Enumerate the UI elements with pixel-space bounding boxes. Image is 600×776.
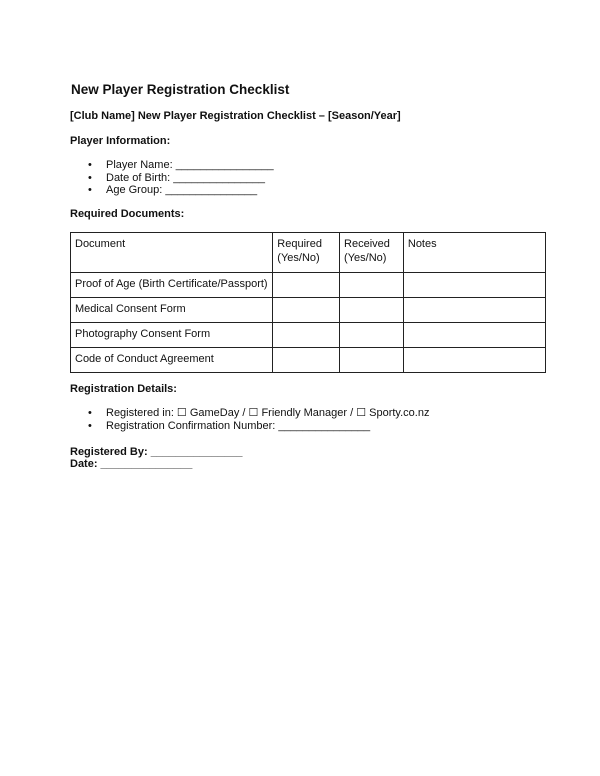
document-cell: Code of Conduct Agreement — [71, 348, 273, 373]
column-header-received: Received (Yes/No) — [340, 233, 404, 273]
table-header-row — [71, 233, 546, 273]
notes-cell[interactable] — [403, 348, 545, 373]
registration-details-list — [88, 407, 429, 432]
document-subtitle: [Club Name] New Player Registration Checklist – [Season/Year] — [70, 110, 401, 122]
received-cell[interactable] — [340, 273, 404, 298]
document-cell: Proof of Age (Birth Certificate/Passport) — [71, 273, 273, 298]
column-header-document: Document — [71, 233, 273, 273]
registration-details-heading: Registration Details: — [70, 383, 177, 395]
age-group-item: • Age Group: _______________ — [88, 184, 274, 197]
date-line: Date: _______________ — [70, 458, 193, 470]
received-cell[interactable] — [340, 298, 404, 323]
table-row — [71, 273, 546, 298]
player-information-list — [88, 159, 274, 197]
received-cell[interactable] — [340, 323, 404, 348]
document-cell: Medical Consent Form — [71, 298, 273, 323]
required-cell[interactable] — [273, 298, 340, 323]
received-cell[interactable] — [340, 348, 404, 373]
notes-cell[interactable] — [403, 298, 545, 323]
table-row — [71, 298, 546, 323]
column-header-notes: Notes — [403, 233, 545, 273]
registered-by-line: Registered By: _______________ — [70, 446, 243, 458]
required-cell[interactable] — [273, 273, 340, 298]
player-information-heading: Player Information: — [70, 135, 171, 147]
document-title: New Player Registration Checklist — [71, 82, 290, 97]
document-cell: Photography Consent Form — [71, 323, 273, 348]
required-cell[interactable] — [273, 348, 340, 373]
notes-cell[interactable] — [403, 323, 545, 348]
confirmation-number-item: • Registration Confirmation Number: _______________ — [88, 420, 429, 433]
required-documents-table — [70, 232, 546, 373]
registered-in-item: • Registered in: ☐ GameDay / ☐ Friendly Manager / ☐ Sporty.co.nz — [88, 407, 429, 420]
column-header-required: Required (Yes/No) — [273, 233, 340, 273]
date-of-birth-item: • Date of Birth: _______________ — [88, 172, 274, 185]
required-cell[interactable] — [273, 323, 340, 348]
player-name-item: • Player Name: ________________ — [88, 159, 274, 172]
required-documents-heading: Required Documents: — [70, 208, 185, 220]
notes-cell[interactable] — [403, 273, 545, 298]
table-row — [71, 323, 546, 348]
table-row — [71, 348, 546, 373]
